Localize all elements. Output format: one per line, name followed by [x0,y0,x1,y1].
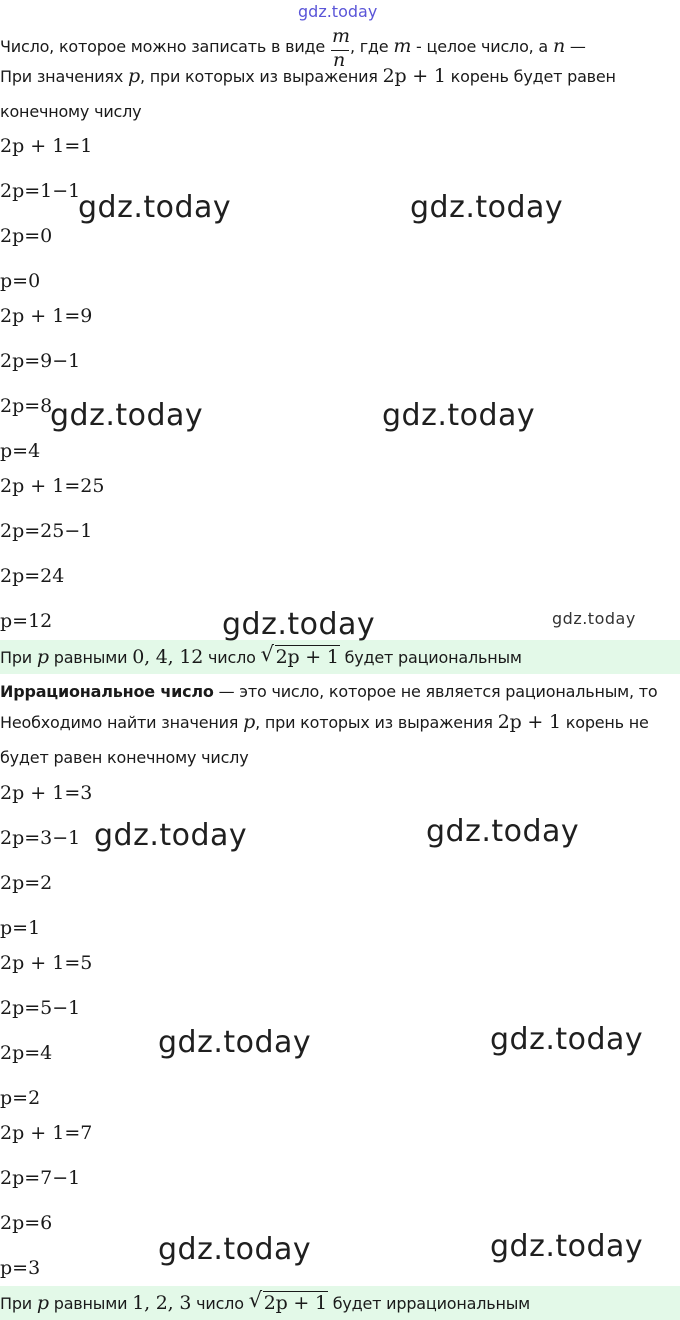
watermark: gdz.today [490,1229,644,1264]
fraction-m-n: $\frac{m}{n}$ [331,24,350,71]
equation: p=3 [0,1257,41,1279]
equation: 2p + 1=25 [0,475,105,497]
irrational-definition: Иррациональное число — это число, которое не является рациональным, то [0,682,658,701]
equation: p=1 [0,917,41,939]
intro-line: Число, которое можно записать в виде $\frac{m}{n}$ , где m - целое число, а n — [0,24,586,71]
equation: 2p + 1=5 [0,952,93,974]
irrational-intro-line-2: будет равен конечному числу [0,748,249,767]
watermark: gdz.today [490,1022,644,1057]
rational-intro-line-2: конечному числу [0,102,142,121]
watermark: gdz.today [158,1025,312,1060]
equation: 2p=1−1 [0,180,81,202]
equation: 2p=25−1 [0,520,93,542]
rational-intro-line-1: При значениях p, при которых из выражения 2p + 1 корень будет равен [0,65,616,87]
irrational-intro-line-1: Необходимо найти значения p, при которых из выражения 2p + 1 корень не [0,711,649,733]
equation: p=2 [0,1087,41,1109]
watermark: gdz.today [410,190,564,225]
equation: 2p + 1=9 [0,305,93,327]
watermark: gdz.today [426,814,580,849]
equation: 2p=24 [0,565,65,587]
equation: 2p + 1=3 [0,782,93,804]
equation: 2p=7−1 [0,1167,81,1189]
equation: 2p=5−1 [0,997,81,1019]
equation: p=4 [0,440,41,462]
watermark: gdz.today [222,607,376,642]
equation: p=12 [0,610,53,632]
equation: 2p + 1=1 [0,135,93,157]
sqrt-expression: √ 2p + 1 [248,1288,327,1314]
equation: 2p=6 [0,1212,53,1234]
equation: 2p=8 [0,395,53,417]
watermark: gdz.today [50,398,204,433]
equation: p=0 [0,270,41,292]
watermark: gdz.today [78,190,232,225]
sqrt-expression: √ 2p + 1 [260,642,339,668]
top-watermark: gdz.today [298,2,378,21]
equation: 2p=0 [0,225,53,247]
equation: 2p=9−1 [0,350,81,372]
watermark: gdz.today [552,609,636,628]
watermark: gdz.today [94,818,248,853]
equation: 2p + 1=7 [0,1122,93,1144]
watermark: gdz.today [158,1232,312,1267]
rational-conclusion: При p равными 0, 4, 12 число √ 2p + 1 будет рациональным [0,640,680,674]
equation: 2p=2 [0,872,53,894]
equation: 2p=3−1 [0,827,81,849]
irrational-conclusion: При p равными 1, 2, 3 число √ 2p + 1 будет иррациональным [0,1286,680,1320]
watermark: gdz.today [382,398,536,433]
equation: 2p=4 [0,1042,53,1064]
